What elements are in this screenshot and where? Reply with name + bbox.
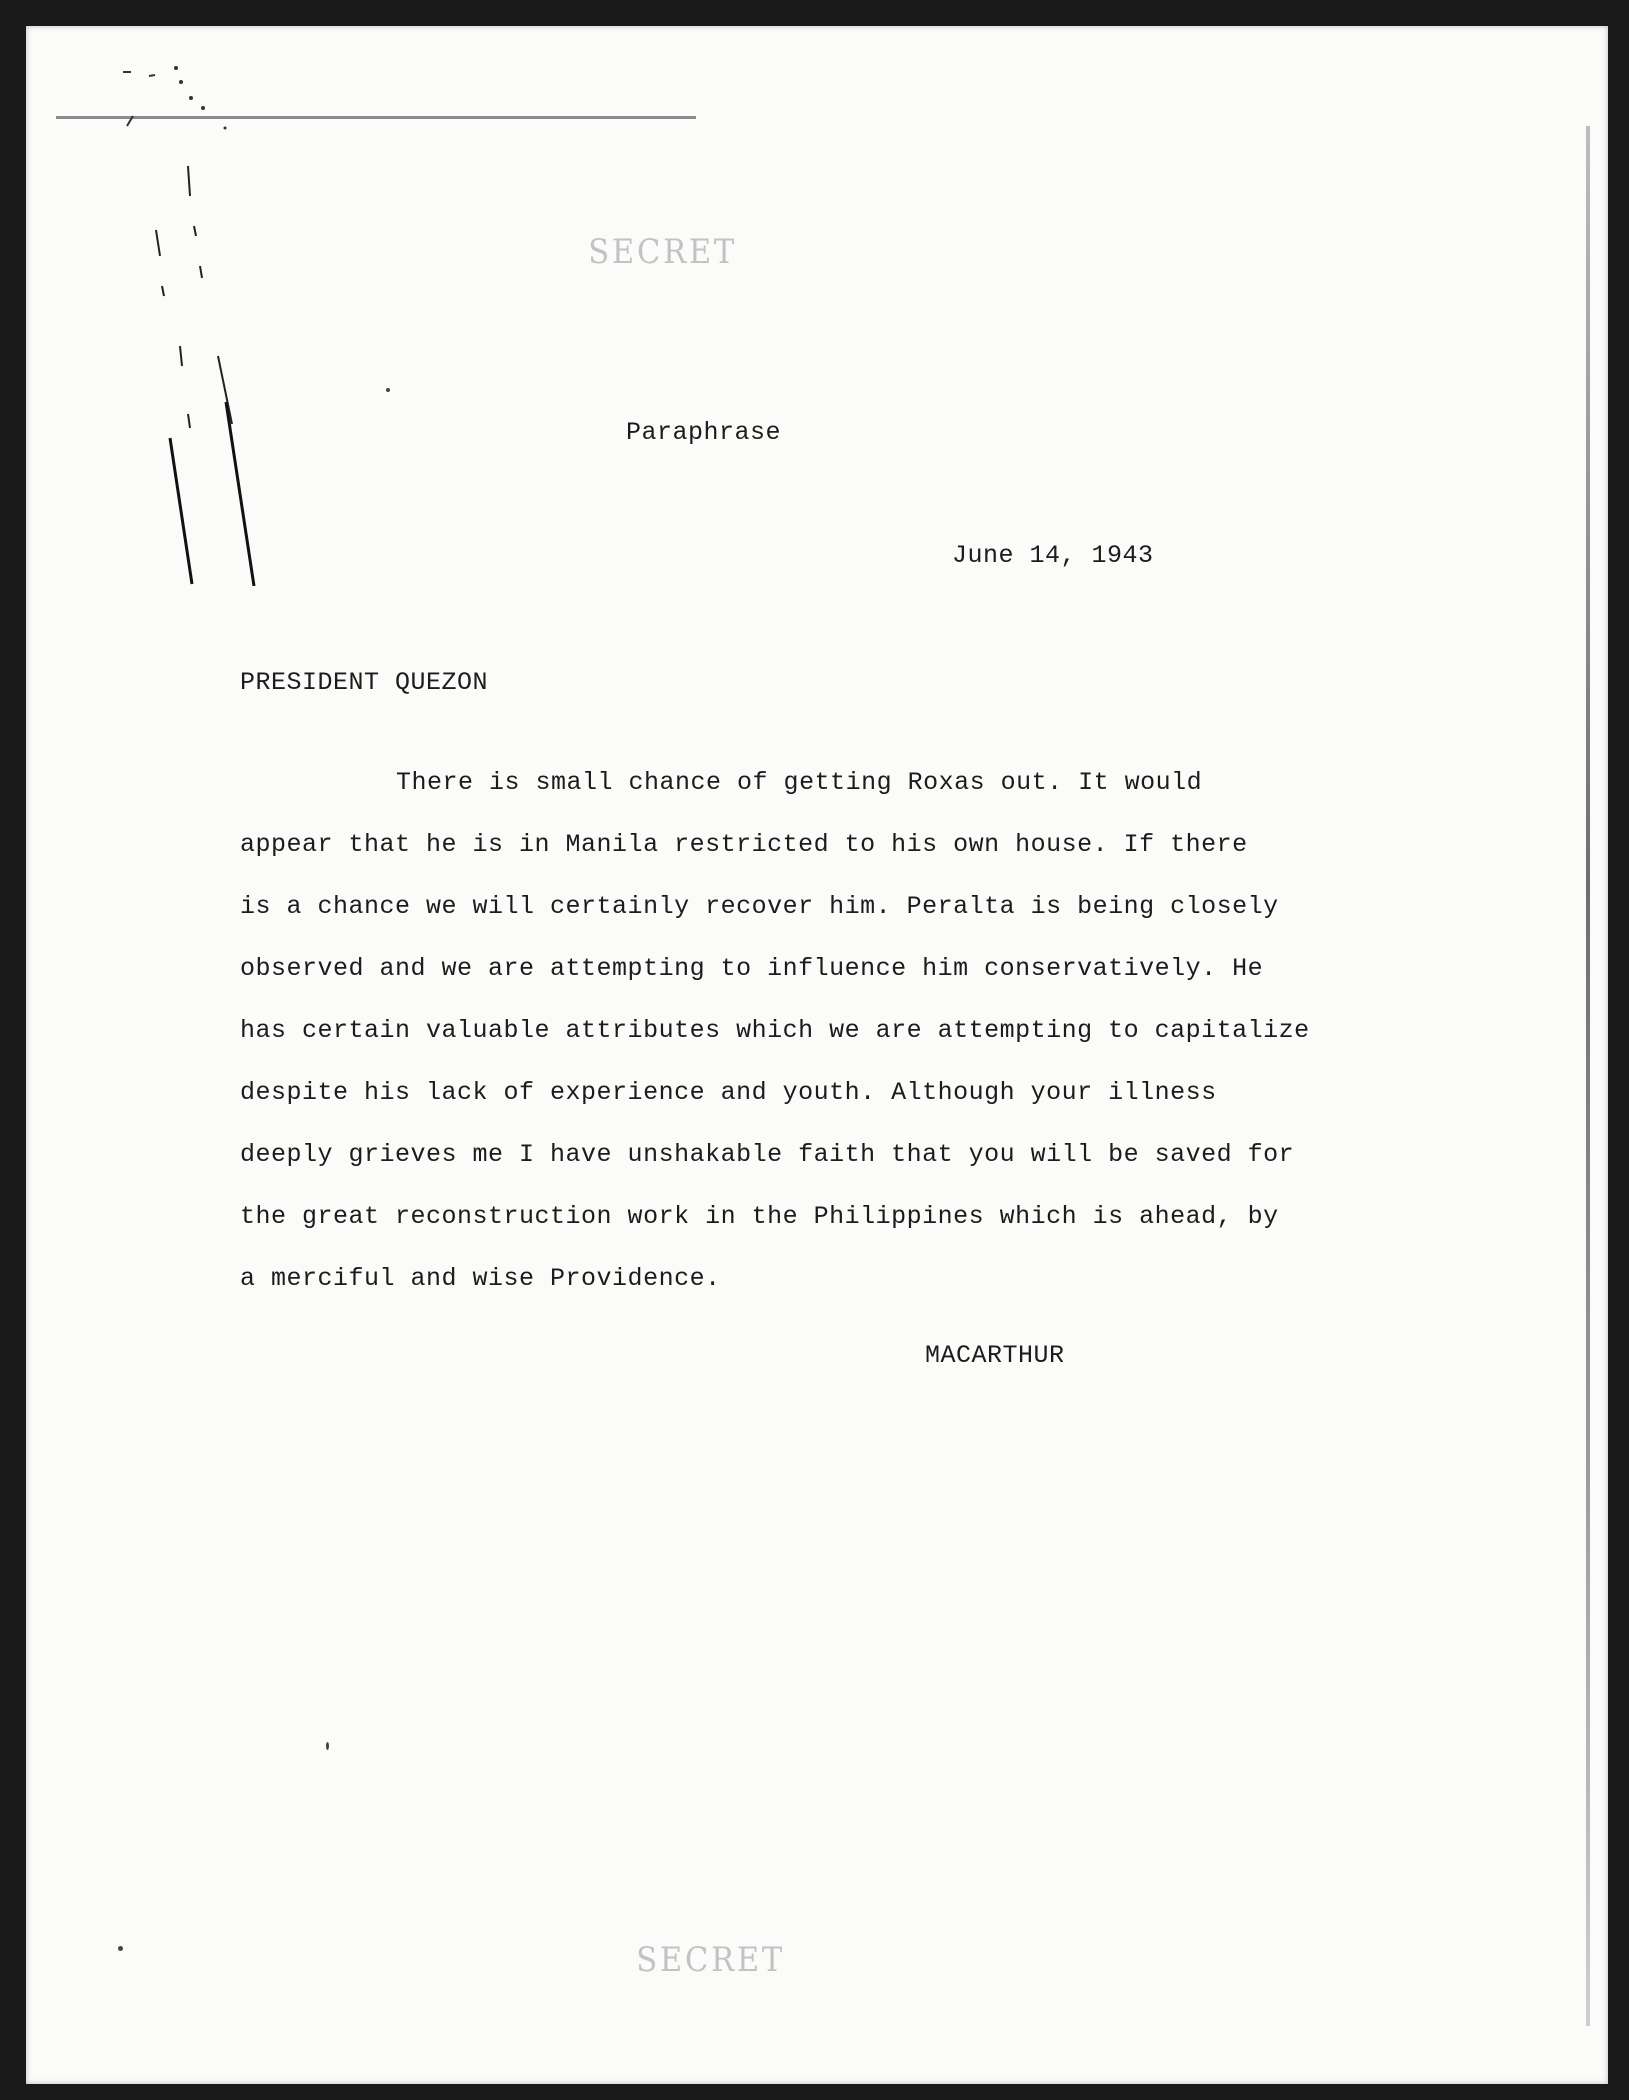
scan-speck — [386, 388, 390, 392]
scan-specks — [121, 46, 361, 146]
addressee: PRESIDENT QUEZON — [240, 668, 489, 697]
body-line: has certain valuable attributes which we are attempting to capitalize — [240, 1016, 1310, 1045]
body-line: despite his lack of experience and youth. Although your illness — [240, 1078, 1217, 1107]
document-heading: Paraphrase — [626, 418, 782, 447]
body-line: is a chance we will certainly recover him. Peralta is being closely — [240, 892, 1279, 921]
body-line: the great reconstruction work in the Philippines which is ahead, by — [240, 1202, 1279, 1231]
secret-stamp-top: SECRET — [588, 232, 737, 272]
signature: MACARTHUR — [925, 1341, 1065, 1370]
body-line: observed and we are attempting to influence him conservatively. He — [240, 954, 1264, 983]
body-line: There is small chance of getting Roxas out. It would — [396, 768, 1203, 797]
body-line: a merciful and wise Providence. — [240, 1264, 721, 1293]
message-body — [240, 752, 1360, 1310]
scan-speck — [118, 1946, 123, 1951]
body-line: appear that he is in Manila restricted to his own house. If there — [240, 830, 1248, 859]
page-edge-shadow — [1586, 126, 1590, 2026]
document-date: June 14, 1943 — [952, 541, 1154, 570]
scan-speck — [326, 1742, 329, 1750]
body-line: deeply grieves me I have unshakable faith that you will be saved for — [240, 1140, 1295, 1169]
secret-stamp-bottom: SECRET — [636, 1940, 785, 1980]
pencil-marks — [136, 166, 276, 586]
